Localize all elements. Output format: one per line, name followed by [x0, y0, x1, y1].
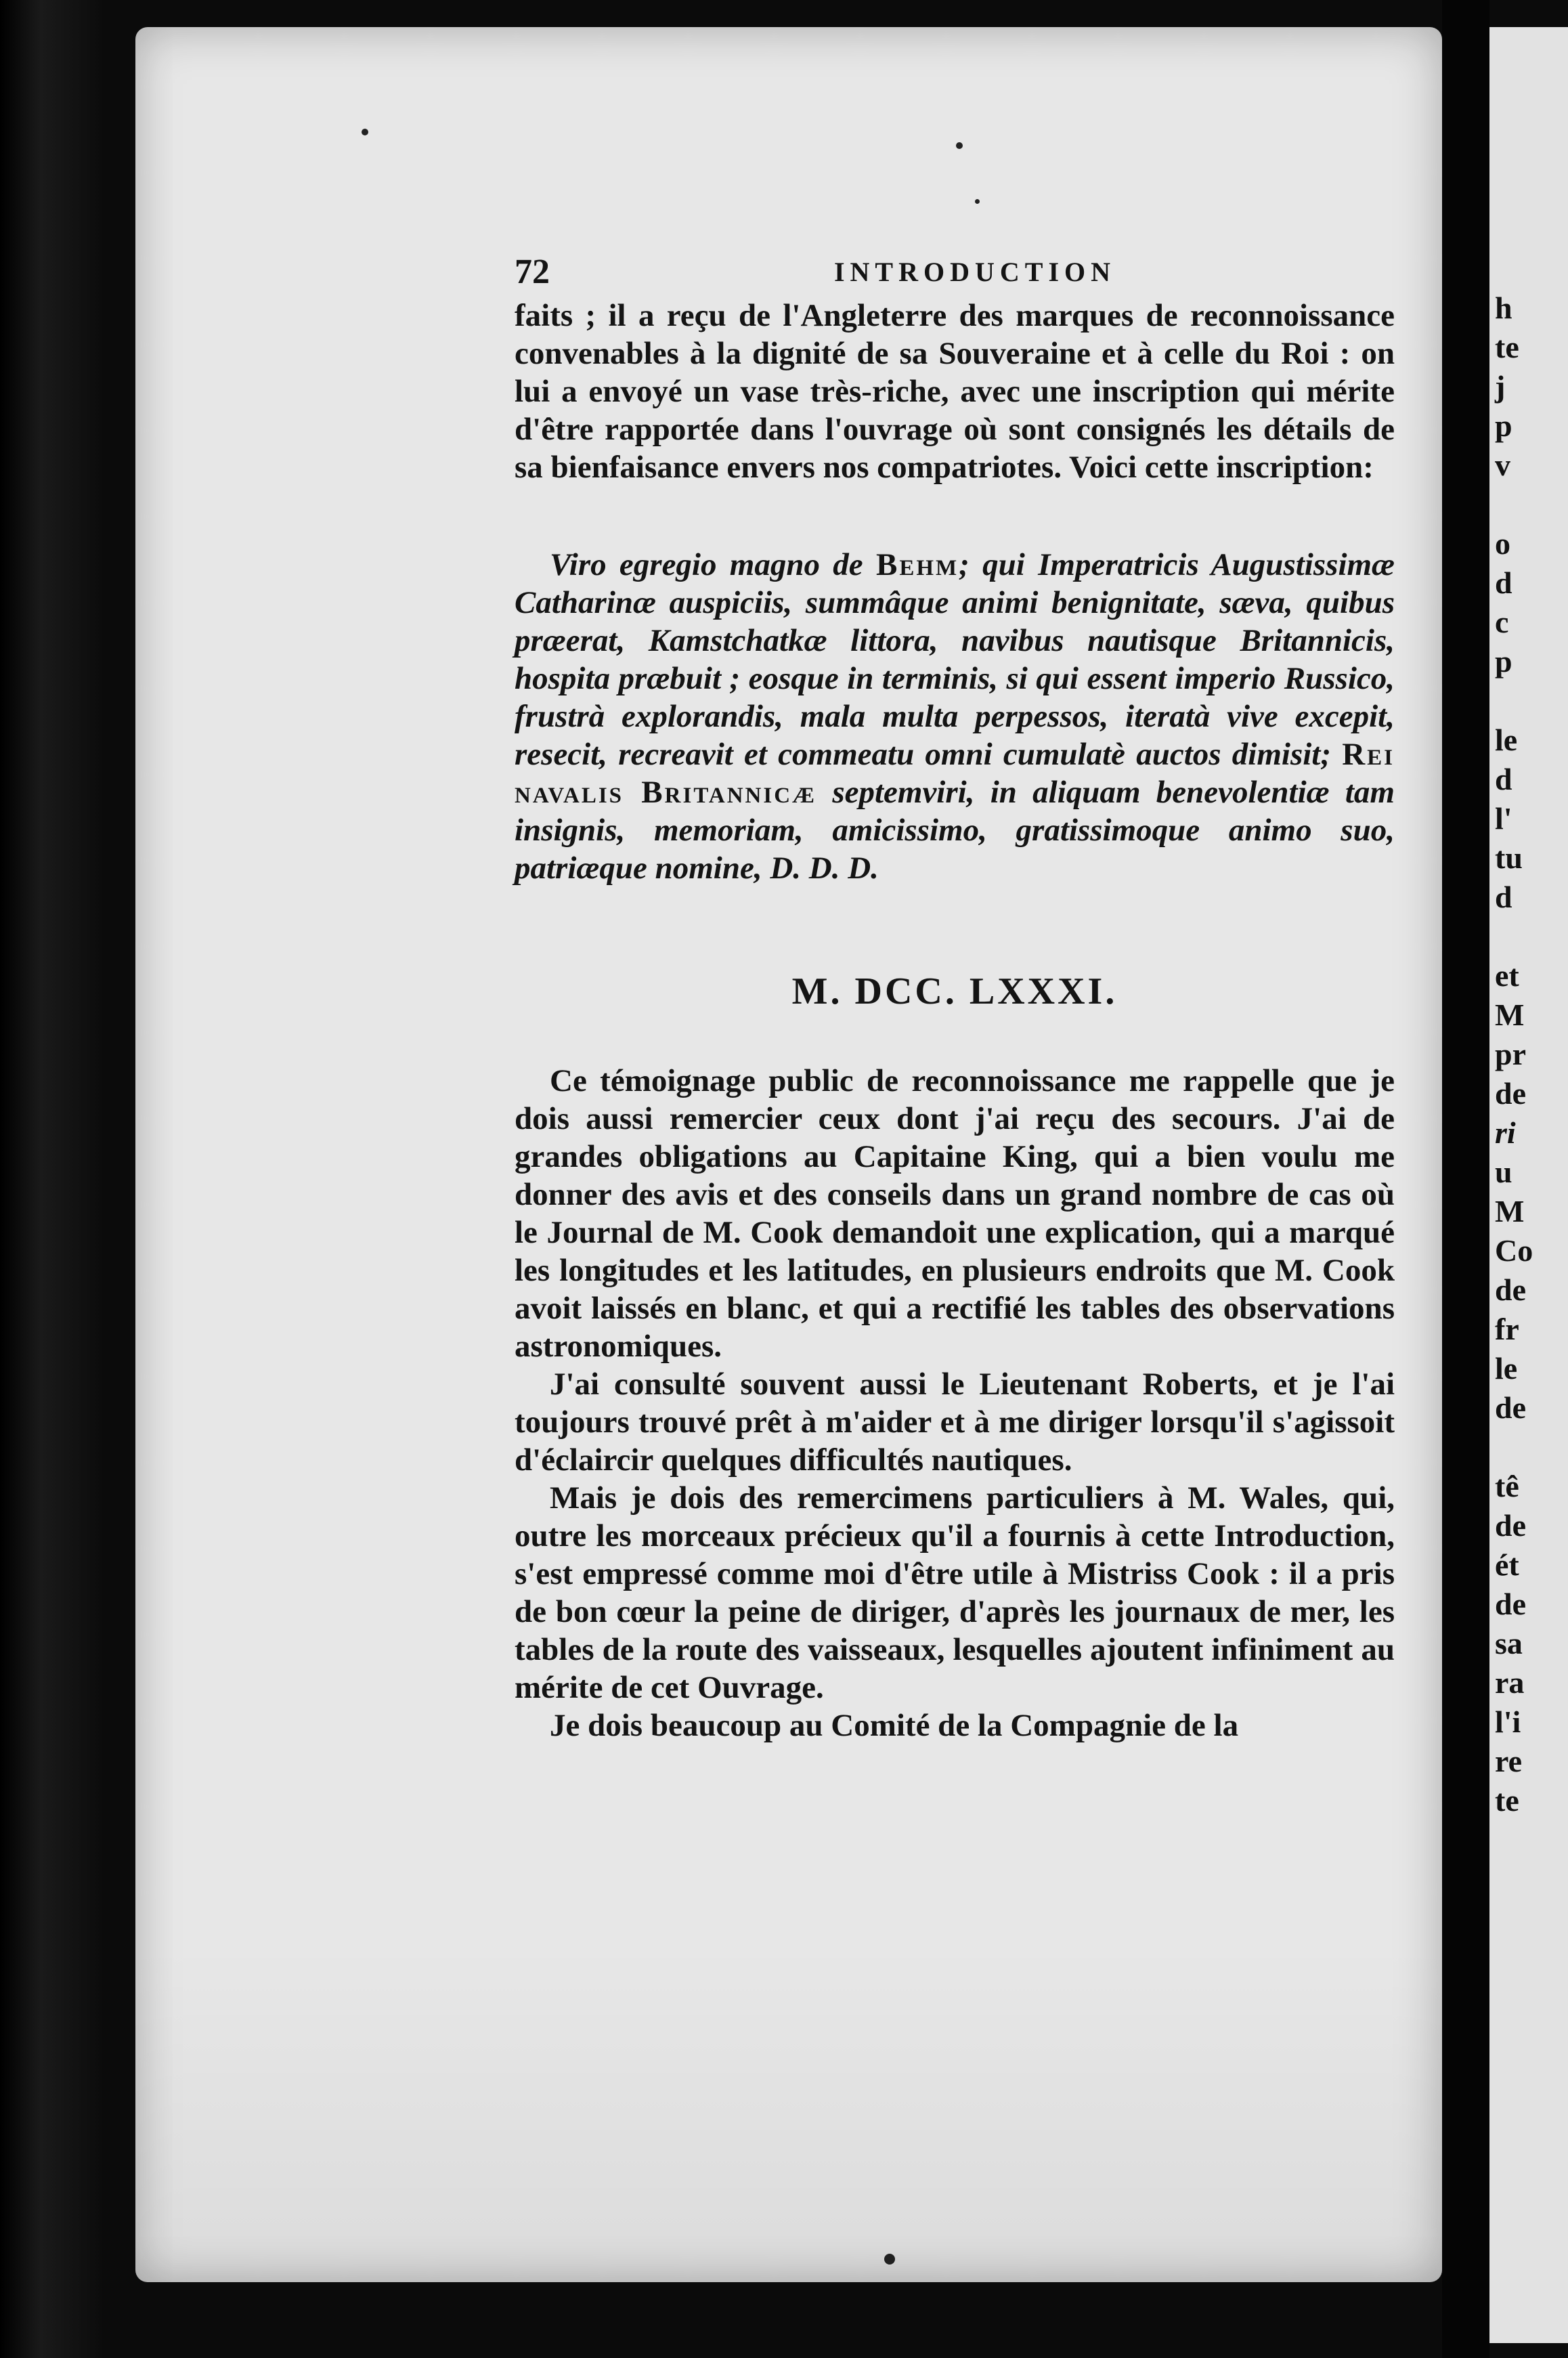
adjacent-page-text-fragment: l'i: [1495, 1705, 1521, 1739]
body-paragraph: Mais je dois des remercimens particuliers à M. Wales, qui, outre les morceaux précieux qu'il a fournis à cette Introduction, s'est empressé comme moi d'être utile à Mistriss Cook : il a pris de bon cœur la peine de diriger, d'après les journaux de mer, les tables de la route des vaisseaux, lesquelles ajoutent infiniment au mérite de cet Ouvrage.: [515, 1480, 1395, 1705]
adjacent-page-text-fragment: c: [1495, 605, 1509, 639]
body-paragraph: J'ai consulté souvent aussi le Lieutenant Roberts, et je l'ai toujours trouvé prêt à m'aider et à me diriger lorsqu'il s'agissoit d'éclaircir quelques difficultés nautiques.: [515, 1367, 1395, 1478]
ink-speck: [975, 199, 980, 204]
adjacent-page-text-fragment: M: [1495, 1194, 1525, 1228]
adjacent-page-text-fragment: o: [1495, 526, 1510, 561]
adjacent-page-text-fragment: te: [1495, 330, 1519, 364]
running-head: INTRODUCTION: [833, 257, 1116, 287]
adjacent-page-text-fragment: de: [1495, 1272, 1526, 1307]
inscription-text: Viro egregio magno de: [550, 547, 876, 582]
ink-speck: [956, 142, 963, 149]
body-paragraph: Ce témoignage public de reconnoissance me rappelle que je dois aussi remercier ceux dont j'ai reçu des secours. J'ai de grandes obligations au Capitaine King, qui a bien voulu me donner des avis et des conseils dans un grand nombre de cas où le Journal de M. Cook demandoit une explication, qui a marqué les longitudes et les latitudes, en plusieurs endroits que M. Cook avoit laissés en blanc, et qui a rectifié les tables des observations astronomiques.: [515, 1063, 1395, 1364]
adjacent-page-text-fragment: le: [1495, 723, 1518, 757]
intro-paragraph: [515, 297, 1395, 486]
date-heading: M. DCC. LXXXI.: [791, 970, 1118, 1012]
page-header: [515, 252, 1395, 294]
adjacent-page-text-fragment: v: [1495, 448, 1510, 482]
adjacent-page-text-fragment: re: [1495, 1744, 1523, 1778]
adjacent-page-text-fragment: M: [1495, 998, 1525, 1032]
adjacent-page-text-fragment: le: [1495, 1351, 1518, 1386]
adjacent-page-text-fragment: p: [1495, 644, 1512, 679]
adjacent-page-text-fragment: h: [1495, 291, 1512, 325]
adjacent-page-text-fragment: de: [1495, 1587, 1526, 1621]
adjacent-page-text-fragment: de: [1495, 1508, 1526, 1543]
adjacent-page-text-fragment: de: [1495, 1076, 1526, 1111]
adjacent-page-text-fragment: ra: [1495, 1665, 1525, 1700]
adjacent-page-edge: [1489, 27, 1568, 2343]
inscription-society: Rei navalis Britannicæ: [515, 737, 1395, 810]
adjacent-page-text-fragment: j: [1495, 369, 1506, 404]
book-spine-shadow: [0, 0, 102, 2358]
adjacent-page-text-fragment: ri: [1495, 1115, 1516, 1150]
page-gutter: [1442, 0, 1489, 2358]
adjacent-page-text-fragment: te: [1495, 1783, 1519, 1818]
adjacent-page-text-fragment: l': [1495, 801, 1512, 836]
adjacent-page-text-fragment: sa: [1495, 1626, 1523, 1660]
adjacent-page-text-fragment: u: [1495, 1155, 1512, 1189]
adjacent-page-text-fragment: fr: [1495, 1312, 1519, 1346]
adjacent-page-text-fragment: pr: [1495, 1037, 1526, 1071]
adjacent-page-text-fragment: d: [1495, 762, 1512, 796]
inscription-text: ; qui Imperatricis Augustissimæ Catharinæ auspiciis, summâque animi benignitate, sæva, quibus præerat, Kamstchatkæ littora, navibus nautisque Britannicis, hospita præbuit ; eosque in terminis, si qui essent imperio Russico, frustrà explorandis, mala multa perpessos, iteratà vive excepit, resecit, recreavit et commeatu omni cumulatè auctos dimisit;: [515, 547, 1395, 772]
adjacent-page-text-fragment: ét: [1495, 1547, 1519, 1582]
ink-speck: [362, 129, 368, 135]
adjacent-page-text-fragment: p: [1495, 408, 1512, 443]
adjacent-page-text-fragment: d: [1495, 880, 1512, 914]
body-paragraph: Je dois beaucoup au Comité de la Compagnie de la: [550, 1708, 1239, 1743]
body-text: [515, 1062, 1395, 1744]
adjacent-page-text-fragment: tu: [1495, 840, 1523, 875]
ink-speck: [884, 2254, 895, 2265]
latin-inscription: [515, 546, 1395, 887]
inscription-text: septemviri, in aliquam benevolentiæ tam insignis, memoriam, amicissimo, gratissimoque animo suo, patriæque nomine, D. D. D.: [515, 775, 1395, 886]
adjacent-page-text-fragment: Co: [1495, 1233, 1533, 1268]
intro-paragraph-text: faits ; il a reçu de l'Angleterre des marques de reconnoissance convenables à la dignité de sa Souveraine et à celle du Roi : on lui a envoyé un vase très-riche, avec une inscription qui mérite d'être rapportée dans l'ouvrage où sont consignés les détails de sa bienfaisance envers nos compatriotes. Voici cette inscription:: [515, 298, 1395, 485]
adjacent-page-text-fragment: d: [1495, 565, 1512, 600]
adjacent-page-text-fragment: de: [1495, 1390, 1526, 1425]
page-number: 72: [515, 253, 550, 291]
adjacent-page-text-fragment: et: [1495, 958, 1519, 993]
inscription-name: Behm: [875, 547, 959, 582]
adjacent-page-text-fragment: tê: [1495, 1469, 1519, 1503]
